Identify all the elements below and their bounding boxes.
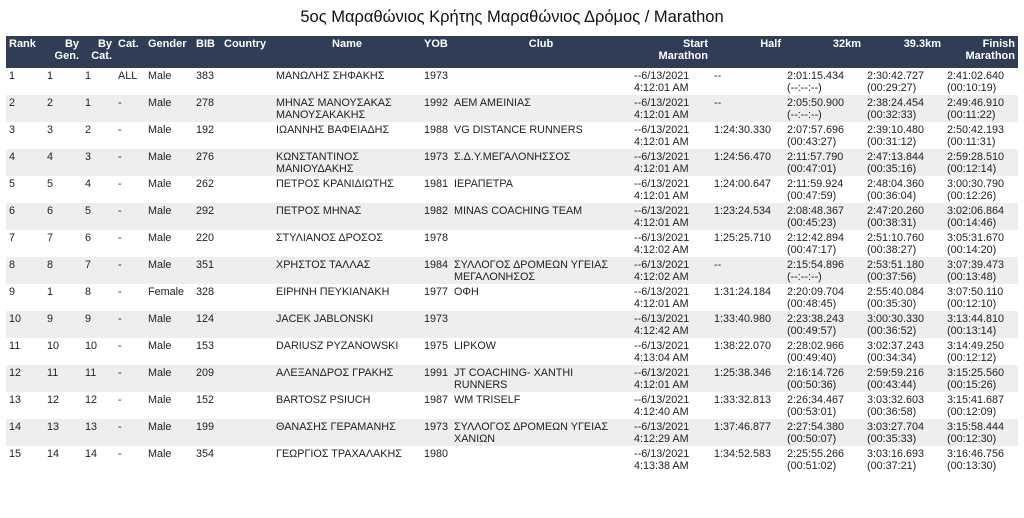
cell-name[interactable]: ΠΕΤΡΟΣ ΜΗΝΑΣ [273,203,421,230]
cell-by-gen: 5 [44,176,82,203]
cell-cat: - [115,149,145,176]
cell-name[interactable]: BARTOSZ PSIUCH [273,392,421,419]
cell-by-cat: 4 [82,176,115,203]
cell-by-cat: 1 [82,95,115,122]
cell-rank: 6 [6,203,44,230]
cell-start: --6/13/2021 4:12:02 AM [631,230,711,257]
cell-name[interactable]: ΙΩΑΝΝΗΣ ΒΑΦΕΙΑΔΗΣ [273,122,421,149]
cell-39-3km: 2:59:59.216 (00:43:44) [864,365,944,392]
cell-by-cat: 3 [82,149,115,176]
cell-cat: - [115,257,145,284]
cell-half: 1:33:32.813 [711,392,784,419]
cell-rank: 12 [6,365,44,392]
cell-club: ΣΥΛΛΟΓΟΣ ΔΡΟΜΕΩΝ ΥΓΕΙΑΣ ΧΑΝΙΩΝ [451,419,631,446]
cell-rank: 2 [6,95,44,122]
header-half[interactable]: Half [711,36,784,68]
cell-finish: 2:50:42.193 (00:11:31) [944,122,1018,149]
cell-half: 1:24:00.647 [711,176,784,203]
table-row[interactable] [6,95,1018,122]
cell-yob: 1987 [421,392,451,419]
cell-club [451,68,631,95]
cell-bib: 192 [193,122,221,149]
cell-cat: - [115,365,145,392]
cell-name[interactable]: ΠΕΤΡΟΣ ΚΡΑΝΙΔΙΩΤΗΣ [273,176,421,203]
cell-half: 1:34:52.583 [711,446,784,473]
cell-yob: 1984 [421,257,451,284]
cell-finish: 3:13:44.810 (00:13:14) [944,311,1018,338]
cell-bib: 220 [193,230,221,257]
cell-32km: 2:23:38.243 (00:49:57) [784,311,864,338]
cell-gender: Female [145,284,193,311]
cell-bib: 152 [193,392,221,419]
cell-name[interactable]: ΚΩΝΣΤΑΝΤΙΝΟΣ ΜΑΝΙΟΥΔΑΚΗΣ [273,149,421,176]
cell-by-cat: 7 [82,257,115,284]
cell-name[interactable]: ΜΗΝΑΣ ΜΑΝΟΥΣΑΚΑΣ ΜΑΝΟΥΣΑΚΑΚΗΣ [273,95,421,122]
cell-country [221,284,273,311]
cell-by-cat: 1 [82,68,115,95]
cell-by-cat: 8 [82,284,115,311]
table-row[interactable] [6,68,1018,95]
header-yob[interactable]: YOB [421,36,451,68]
header-rank[interactable]: Rank [6,36,44,68]
cell-club: WM TRISELF [451,392,631,419]
header-start-marathon[interactable]: Start Marathon [631,36,711,68]
cell-yob: 1981 [421,176,451,203]
cell-gender: Male [145,257,193,284]
header-bib[interactable]: BIB [193,36,221,68]
cell-bib: 262 [193,176,221,203]
cell-rank: 8 [6,257,44,284]
cell-country [221,176,273,203]
cell-bib: 199 [193,419,221,446]
page-title: 5ος Μαραθώνιος Κρήτης Μαραθώνιος Δρόμος / Marathon [300,8,724,26]
cell-yob: 1978 [421,230,451,257]
table-row[interactable] [6,365,1018,392]
cell-cat: - [115,311,145,338]
cell-half: -- [711,95,784,122]
cell-finish: 2:49:46.910 (00:11:22) [944,95,1018,122]
cell-start: --6/13/2021 4:12:01 AM [631,176,711,203]
cell-start: --6/13/2021 4:13:04 AM [631,338,711,365]
cell-country [221,95,273,122]
results-table [6,36,1018,473]
table-row[interactable] [6,311,1018,338]
cell-rank: 5 [6,176,44,203]
cell-name[interactable]: ΜΑΝΩΛΗΣ ΣΗΦΑΚΗΣ [273,68,421,95]
cell-country [221,338,273,365]
cell-half: 1:23:24.534 [711,203,784,230]
cell-finish: 3:02:06.864 (00:14:46) [944,203,1018,230]
cell-bib: 153 [193,338,221,365]
cell-39-3km: 2:30:42.727 (00:29:27) [864,68,944,95]
cell-by-cat: 2 [82,122,115,149]
cell-country [221,311,273,338]
cell-39-3km: 3:03:27.704 (00:35:33) [864,419,944,446]
cell-yob: 1973 [421,149,451,176]
cell-39-3km: 2:51:10.760 (00:38:27) [864,230,944,257]
cell-finish: 3:16:46.756 (00:13:30) [944,446,1018,473]
cell-start: --6/13/2021 4:12:42 AM [631,311,711,338]
cell-by-gen: 1 [44,68,82,95]
cell-gender: Male [145,365,193,392]
cell-bib: 354 [193,446,221,473]
cell-cat: - [115,203,145,230]
cell-half: 1:24:30.330 [711,122,784,149]
cell-half: 1:38:22.070 [711,338,784,365]
cell-finish: 3:00:30.790 (00:12:26) [944,176,1018,203]
cell-start: --6/13/2021 4:12:01 AM [631,149,711,176]
cell-bib: 209 [193,365,221,392]
cell-half: 1:37:46.877 [711,419,784,446]
cell-country [221,149,273,176]
cell-finish: 3:15:25.560 (00:15:26) [944,365,1018,392]
cell-start: --6/13/2021 4:12:01 AM [631,284,711,311]
cell-gender: Male [145,95,193,122]
cell-half: 1:33:40.980 [711,311,784,338]
cell-finish: 2:59:28.510 (00:12:14) [944,149,1018,176]
cell-rank: 3 [6,122,44,149]
cell-39-3km: 2:48:04.360 (00:36:04) [864,176,944,203]
cell-32km: 2:28:02.966 (00:49:40) [784,338,864,365]
cell-gender: Male [145,203,193,230]
cell-rank: 4 [6,149,44,176]
table-row[interactable] [6,203,1018,230]
header-country[interactable]: Country [221,36,273,68]
cell-country [221,446,273,473]
cell-yob: 1973 [421,311,451,338]
table-header [6,36,1018,68]
cell-rank: 7 [6,230,44,257]
cell-gender: Male [145,419,193,446]
cell-rank: 1 [6,68,44,95]
cell-cat: - [115,230,145,257]
header-32km[interactable]: 32km [784,36,864,68]
cell-by-gen: 4 [44,149,82,176]
cell-start: --6/13/2021 4:12:01 AM [631,95,711,122]
cell-32km: 2:07:57.696 (00:43:27) [784,122,864,149]
cell-32km: 2:11:59.924 (00:47:59) [784,176,864,203]
cell-club: ΟΦΗ [451,284,631,311]
cell-gender: Male [145,176,193,203]
cell-by-gen: 3 [44,122,82,149]
cell-yob: 1980 [421,446,451,473]
cell-by-gen: 2 [44,95,82,122]
cell-32km: 2:01:15.434 (--:--:--) [784,68,864,95]
cell-rank: 13 [6,392,44,419]
table-row[interactable] [6,176,1018,203]
header-gender[interactable]: Gender [145,36,193,68]
cell-cat: - [115,392,145,419]
header-cat[interactable]: Cat. [115,36,145,68]
cell-by-cat: 5 [82,203,115,230]
cell-country [221,365,273,392]
cell-by-gen: 9 [44,311,82,338]
cell-by-gen: 14 [44,446,82,473]
cell-yob: 1975 [421,338,451,365]
cell-country [221,257,273,284]
header-name[interactable]: Name [273,36,421,68]
header-by-gen[interactable]: By Gen. [44,36,82,68]
cell-name[interactable]: ΕΙΡΗΝΗ ΠΕΥΚΙΑΝΑΚΗ [273,284,421,311]
cell-country [221,203,273,230]
cell-32km: 2:15:54.896 (--:--:--) [784,257,864,284]
cell-gender: Male [145,446,193,473]
cell-by-gen: 10 [44,338,82,365]
cell-club: ΑΕΜ ΑΜΕΙΝΙΑΣ [451,95,631,122]
cell-bib: 124 [193,311,221,338]
cell-39-3km: 2:53:51.180 (00:37:56) [864,257,944,284]
cell-cat: - [115,419,145,446]
table-row[interactable] [6,284,1018,311]
table-row[interactable] [6,392,1018,419]
cell-start: --6/13/2021 4:12:01 AM [631,365,711,392]
cell-club [451,230,631,257]
cell-rank: 15 [6,446,44,473]
cell-start: --6/13/2021 4:13:38 AM [631,446,711,473]
cell-32km: 2:16:14.726 (00:50:36) [784,365,864,392]
cell-cat: - [115,95,145,122]
cell-name[interactable]: ΘΑΝΑΣΗΣ ΓΕΡΑΜΑΝΗΣ [273,419,421,446]
cell-club: ΣΥΛΛΟΓΟΣ ΔΡΟΜΕΩΝ ΥΓΕΙΑΣ ΜΕΓΑΛΟΝΗΣΟΣ [451,257,631,284]
table-body [6,68,1018,473]
cell-gender: Male [145,68,193,95]
cell-start: --6/13/2021 4:12:02 AM [631,257,711,284]
cell-rank: 10 [6,311,44,338]
table-row[interactable] [6,149,1018,176]
cell-rank: 14 [6,419,44,446]
cell-by-cat: 10 [82,338,115,365]
cell-club: ΙΕΡΑΠΕΤΡΑ [451,176,631,203]
cell-yob: 1992 [421,95,451,122]
cell-country [221,392,273,419]
cell-yob: 1982 [421,203,451,230]
cell-start: --6/13/2021 4:12:01 AM [631,68,711,95]
cell-cat: - [115,176,145,203]
cell-32km: 2:08:48.367 (00:45:23) [784,203,864,230]
cell-rank: 11 [6,338,44,365]
cell-32km: 2:27:54.380 (00:50:07) [784,419,864,446]
cell-32km: 2:26:34.467 (00:53:01) [784,392,864,419]
cell-half: 1:24:56.470 [711,149,784,176]
cell-name[interactable]: ΣΤΥΛΙΑΝΟΣ ΔΡΟΣΟΣ [273,230,421,257]
cell-39-3km: 3:02:37.243 (00:34:34) [864,338,944,365]
cell-39-3km: 2:47:20.260 (00:38:31) [864,203,944,230]
cell-by-cat: 13 [82,419,115,446]
cell-gender: Male [145,149,193,176]
table-row[interactable] [6,446,1018,473]
cell-32km: 2:12:42.894 (00:47:17) [784,230,864,257]
cell-by-gen: 6 [44,203,82,230]
cell-cat: - [115,284,145,311]
cell-by-gen: 1 [44,284,82,311]
cell-yob: 1988 [421,122,451,149]
cell-club [451,446,631,473]
cell-32km: 2:25:55.266 (00:51:02) [784,446,864,473]
header-finish-marathon[interactable]: Finish Marathon [944,36,1018,68]
table-row[interactable] [6,419,1018,446]
cell-country [221,230,273,257]
cell-yob: 1973 [421,68,451,95]
cell-country [221,68,273,95]
cell-39-3km: 3:03:16.693 (00:37:21) [864,446,944,473]
cell-by-cat: 6 [82,230,115,257]
cell-name[interactable]: DARIUSZ PYZANOWSKI [273,338,421,365]
cell-finish: 2:41:02.640 (00:10:19) [944,68,1018,95]
cell-by-cat: 11 [82,365,115,392]
cell-gender: Male [145,122,193,149]
cell-by-gen: 7 [44,230,82,257]
cell-name[interactable]: ΧΡΗΣΤΟΣ ΤΑΛΛΑΣ [273,257,421,284]
cell-name[interactable]: JACEK JABLONSKI [273,311,421,338]
header-club[interactable]: Club [451,36,631,68]
table-row[interactable] [6,257,1018,284]
cell-cat: - [115,122,145,149]
cell-by-cat: 14 [82,446,115,473]
cell-half: -- [711,257,784,284]
cell-finish: 3:07:50.110 (00:12:10) [944,284,1018,311]
cell-gender: Male [145,392,193,419]
cell-39-3km: 3:00:30.330 (00:36:52) [864,311,944,338]
cell-finish: 3:15:58.444 (00:12:30) [944,419,1018,446]
header-by-cat[interactable]: By Cat. [82,36,115,68]
table-row[interactable] [6,122,1018,149]
cell-by-gen: 12 [44,392,82,419]
cell-bib: 328 [193,284,221,311]
cell-32km: 2:05:50.900 (--:--:--) [784,95,864,122]
cell-name[interactable]: ΑΛΕΞΑΝΔΡΟΣ ΓΡΑΚΗΣ [273,365,421,392]
cell-start: --6/13/2021 4:12:40 AM [631,392,711,419]
cell-finish: 3:15:41.687 (00:12:09) [944,392,1018,419]
cell-finish: 3:05:31.670 (00:14:20) [944,230,1018,257]
cell-gender: Male [145,311,193,338]
cell-club [451,311,631,338]
header-39-3km[interactable]: 39.3km [864,36,944,68]
cell-club: JT COACHING- XANTHI RUNNERS [451,365,631,392]
cell-by-gen: 11 [44,365,82,392]
cell-start: --6/13/2021 4:12:29 AM [631,419,711,446]
cell-bib: 292 [193,203,221,230]
table-row[interactable] [6,338,1018,365]
cell-32km: 2:11:57.790 (00:47:01) [784,149,864,176]
cell-by-cat: 9 [82,311,115,338]
cell-half: 1:25:25.710 [711,230,784,257]
cell-half: 1:25:38.346 [711,365,784,392]
cell-gender: Male [145,338,193,365]
cell-yob: 1973 [421,419,451,446]
cell-country [221,122,273,149]
cell-cat: - [115,338,145,365]
cell-start: --6/13/2021 4:12:01 AM [631,122,711,149]
cell-club: LIPKOW [451,338,631,365]
cell-bib: 351 [193,257,221,284]
cell-bib: 278 [193,95,221,122]
cell-yob: 1977 [421,284,451,311]
cell-country [221,419,273,446]
cell-bib: 383 [193,68,221,95]
cell-club: MINAS COACHING TEAM [451,203,631,230]
table-row[interactable] [6,230,1018,257]
cell-club: VG DISTANCE RUNNERS [451,122,631,149]
cell-name[interactable]: ΓΕΩΡΓΙΟΣ ΤΡΑΧΑΛΑΚΗΣ [273,446,421,473]
cell-39-3km: 3:03:32.603 (00:36:58) [864,392,944,419]
cell-39-3km: 2:55:40.084 (00:35:30) [864,284,944,311]
cell-39-3km: 2:39:10.480 (00:31:12) [864,122,944,149]
cell-start: --6/13/2021 4:12:01 AM [631,203,711,230]
cell-club: Σ.Δ.Υ.ΜΕΓΑΛΟΝΗΣΣΟΣ [451,149,631,176]
cell-by-cat: 12 [82,392,115,419]
cell-32km: 2:20:09.704 (00:48:45) [784,284,864,311]
cell-rank: 9 [6,284,44,311]
cell-cat: - [115,446,145,473]
cell-finish: 3:07:39.473 (00:13:48) [944,257,1018,284]
cell-half: -- [711,68,784,95]
cell-gender: Male [145,230,193,257]
cell-cat: ALL [115,68,145,95]
cell-half: 1:31:24.184 [711,284,784,311]
cell-finish: 3:14:49.250 (00:12:12) [944,338,1018,365]
cell-39-3km: 2:47:13.844 (00:35:16) [864,149,944,176]
cell-bib: 276 [193,149,221,176]
cell-by-gen: 8 [44,257,82,284]
cell-39-3km: 2:38:24.454 (00:32:33) [864,95,944,122]
cell-by-gen: 13 [44,419,82,446]
cell-yob: 1991 [421,365,451,392]
